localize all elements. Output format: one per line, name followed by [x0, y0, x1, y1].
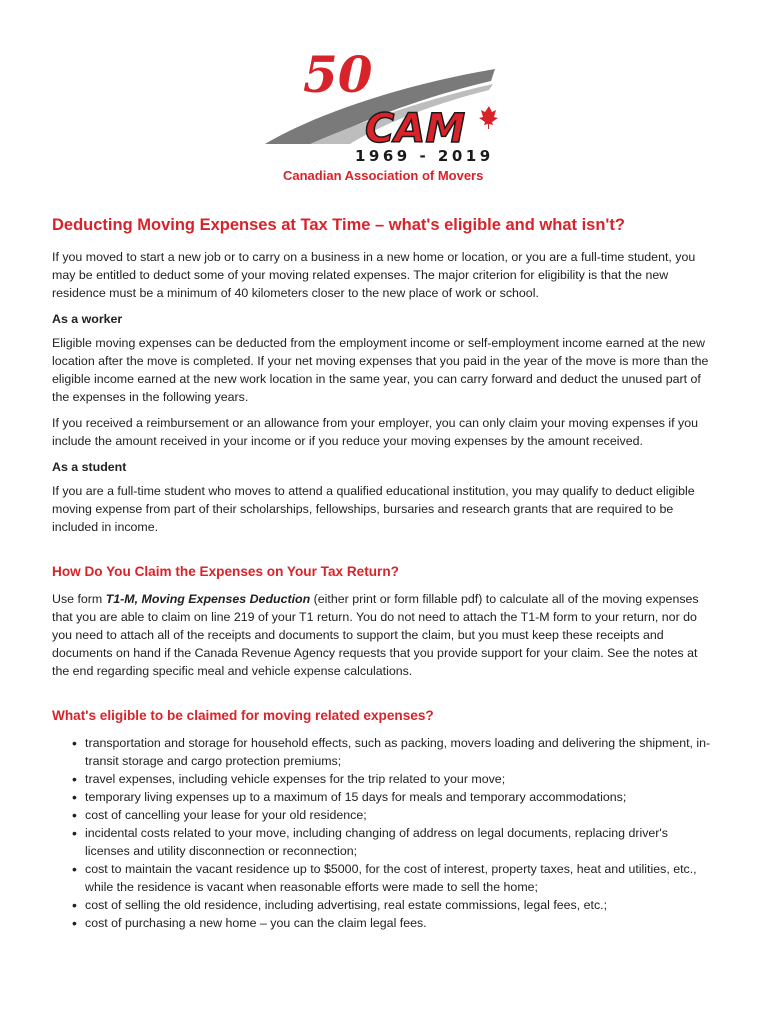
claim-paragraph: Use form T1-M, Moving Expenses Deduction (either print or form fillable pdf) to calculate all of the moving expenses that you are able to claim on line 219 of your T1 return. You do not need to attach the T1-M form to your return, nor do you need to attach all of the receipts and documents to support the claim, but you must keep these receipts and documents on hand if the Canada Revenue Agency requests that you provide support for your claim. See the notes at the end regarding specific meal and vehicle expense calculations. [52, 592, 699, 678]
worker-paragraph-2: If you received a reimbursement or an allowance from your employer, you can only claim your moving expenses if you include the amount received in your income or if you reduce your moving expenses by the amount received. [52, 416, 698, 448]
maple-leaf-icon [479, 106, 498, 129]
logo-brand: CAM [365, 106, 466, 152]
list-item: • transportation and storage for household effects, such as packing, movers loading and delivering the shipment, in-transit storage and cargo protection premiums; [72, 734, 712, 770]
logo-number: 50 [303, 45, 373, 104]
worker-paragraph-1: Eligible moving expenses can be deducted from the employment income or self-employment income earned at the new location after the move is completed. If your net moving expenses that you paid in the year of the move is more than the eligible income earned at the new work location in the same year, you can carry forward and deduct the unused part of the expenses in the following years. [52, 336, 709, 404]
list-item: • cost of selling the old residence, including advertising, real estate commissions, legal fees, etc.; [72, 896, 712, 914]
logo-organization: Canadian Association of Movers [283, 168, 484, 183]
list-item: • cost to maintain the vacant residence up to $5000, for the cost of interest, property taxes, heat and utilities, etc., while the residence is vacant when reasonable efforts were made to sell the home; [72, 860, 712, 896]
page-title: Deducting Moving Expenses at Tax Time – what's eligible and what isn't? [52, 216, 625, 234]
list-item: • temporary living expenses up to a maximum of 15 days for meals and temporary accommodations; [72, 788, 712, 806]
eligible-heading: What's eligible to be claimed for moving related expenses? [52, 708, 434, 723]
list-item: • cost of purchasing a new home – you can the claim legal fees. [72, 914, 712, 932]
worker-heading: As a worker [52, 312, 123, 326]
claim-heading: How Do You Claim the Expenses on Your Tax Return? [52, 564, 399, 579]
eligible-list [52, 734, 712, 932]
logo-years: 1969 - 2019 [355, 147, 494, 165]
student-paragraph: If you are a full-time student who moves to attend a qualified educational institution, you may qualify to deduct eligible moving expense from part of their scholarships, fellowships, bursaries and research grants that are required to be included in income. [52, 484, 695, 534]
student-heading: As a student [52, 460, 127, 474]
form-name: T1-M, Moving Expenses Deduction [105, 592, 311, 606]
list-item: • travel expenses, including vehicle expenses for the trip related to your move; [72, 770, 712, 788]
document-body [52, 214, 712, 932]
intro-paragraph: If you moved to start a new job or to carry on a business in a new home or location, or you are a full-time student, you may be entitled to deduct some of your moving related expenses. The major criterion for eligibility is that the new residence must be a minimum of 40 kilometers closer to the new place of work or school. [52, 250, 696, 300]
list-item: • cost of cancelling your lease for your old residence; [72, 806, 712, 824]
list-item: • incidental costs related to your move, including changing of address on legal documents, replacing driver's licenses and utility disconnection or reconnection; [72, 824, 712, 860]
